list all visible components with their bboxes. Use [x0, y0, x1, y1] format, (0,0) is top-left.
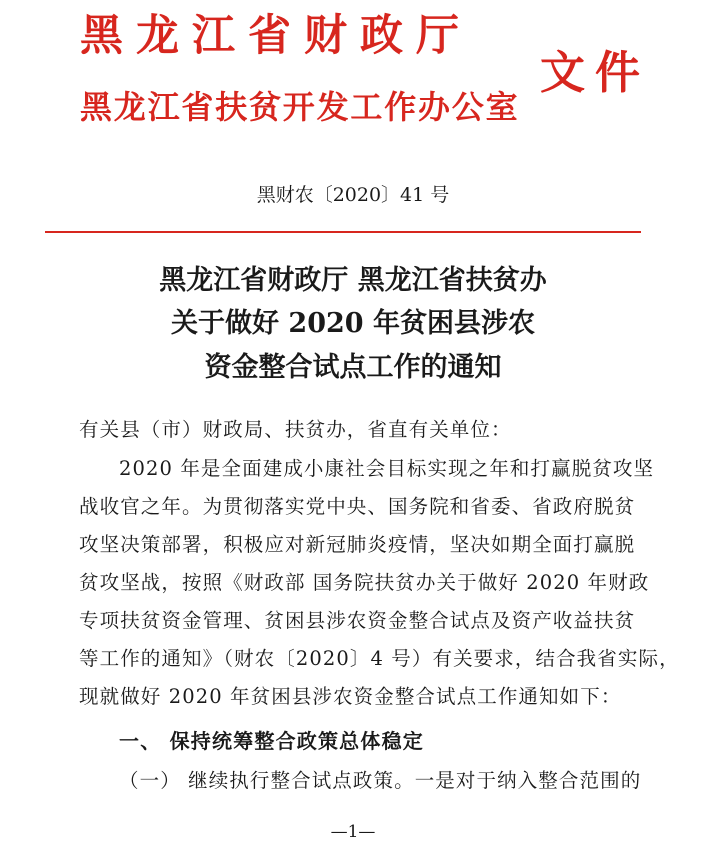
- paragraph-line: 现就做好 2020 年贫困县涉农资金整合试点工作通知如下：: [79, 685, 622, 708]
- paragraph-line: 等工作的通知》（财农〔2020〕4 号）有关要求，结合我省实际，: [79, 647, 680, 670]
- section-heading: 一、 保持统筹整合政策总体稳定: [119, 729, 424, 753]
- issuer-name-finance-department: 黑龙江省财政厅: [80, 11, 472, 61]
- paragraph-line: 专项扶贫资金管理、贫困县涉农资金整合试点及资产收益扶贫: [79, 609, 636, 632]
- page-number: —1—: [330, 822, 376, 842]
- paragraph-line: 贫攻坚战，按照《财政部 国务院扶贫办关于做好 2020 年财政: [79, 571, 650, 594]
- issuer-name-poverty-office: 黑龙江省扶贫开发工作办公室: [80, 88, 520, 126]
- paragraph-line: 战收官之年。为贯彻落实党中央、国务院和省委、省政府脱贫: [79, 495, 636, 518]
- document-type-label: 文件: [540, 46, 651, 99]
- document-title-line-1: 黑龙江省财政厅 黑龙江省扶贫办: [159, 265, 547, 296]
- salutation: 有关县（市）财政局、扶贫办，省直有关单位：: [79, 418, 512, 441]
- red-divider-line: [45, 231, 641, 233]
- document-title-line-2: 关于做好 2020 年贫困县涉农: [171, 308, 535, 339]
- paragraph-line: 攻坚决策部署，积极应对新冠肺炎疫情，坚决如期全面打赢脱: [79, 533, 636, 556]
- subsection-line: （一） 继续执行整合试点政策。一是对于纳入整合范围的: [119, 769, 642, 792]
- paragraph-line: 2020 年是全面建成小康社会目标实现之年和打赢脱贫攻坚: [119, 457, 655, 480]
- document-title-line-3: 资金整合试点工作的通知: [204, 352, 502, 383]
- document-number: 黑财农〔2020〕41 号: [256, 184, 450, 206]
